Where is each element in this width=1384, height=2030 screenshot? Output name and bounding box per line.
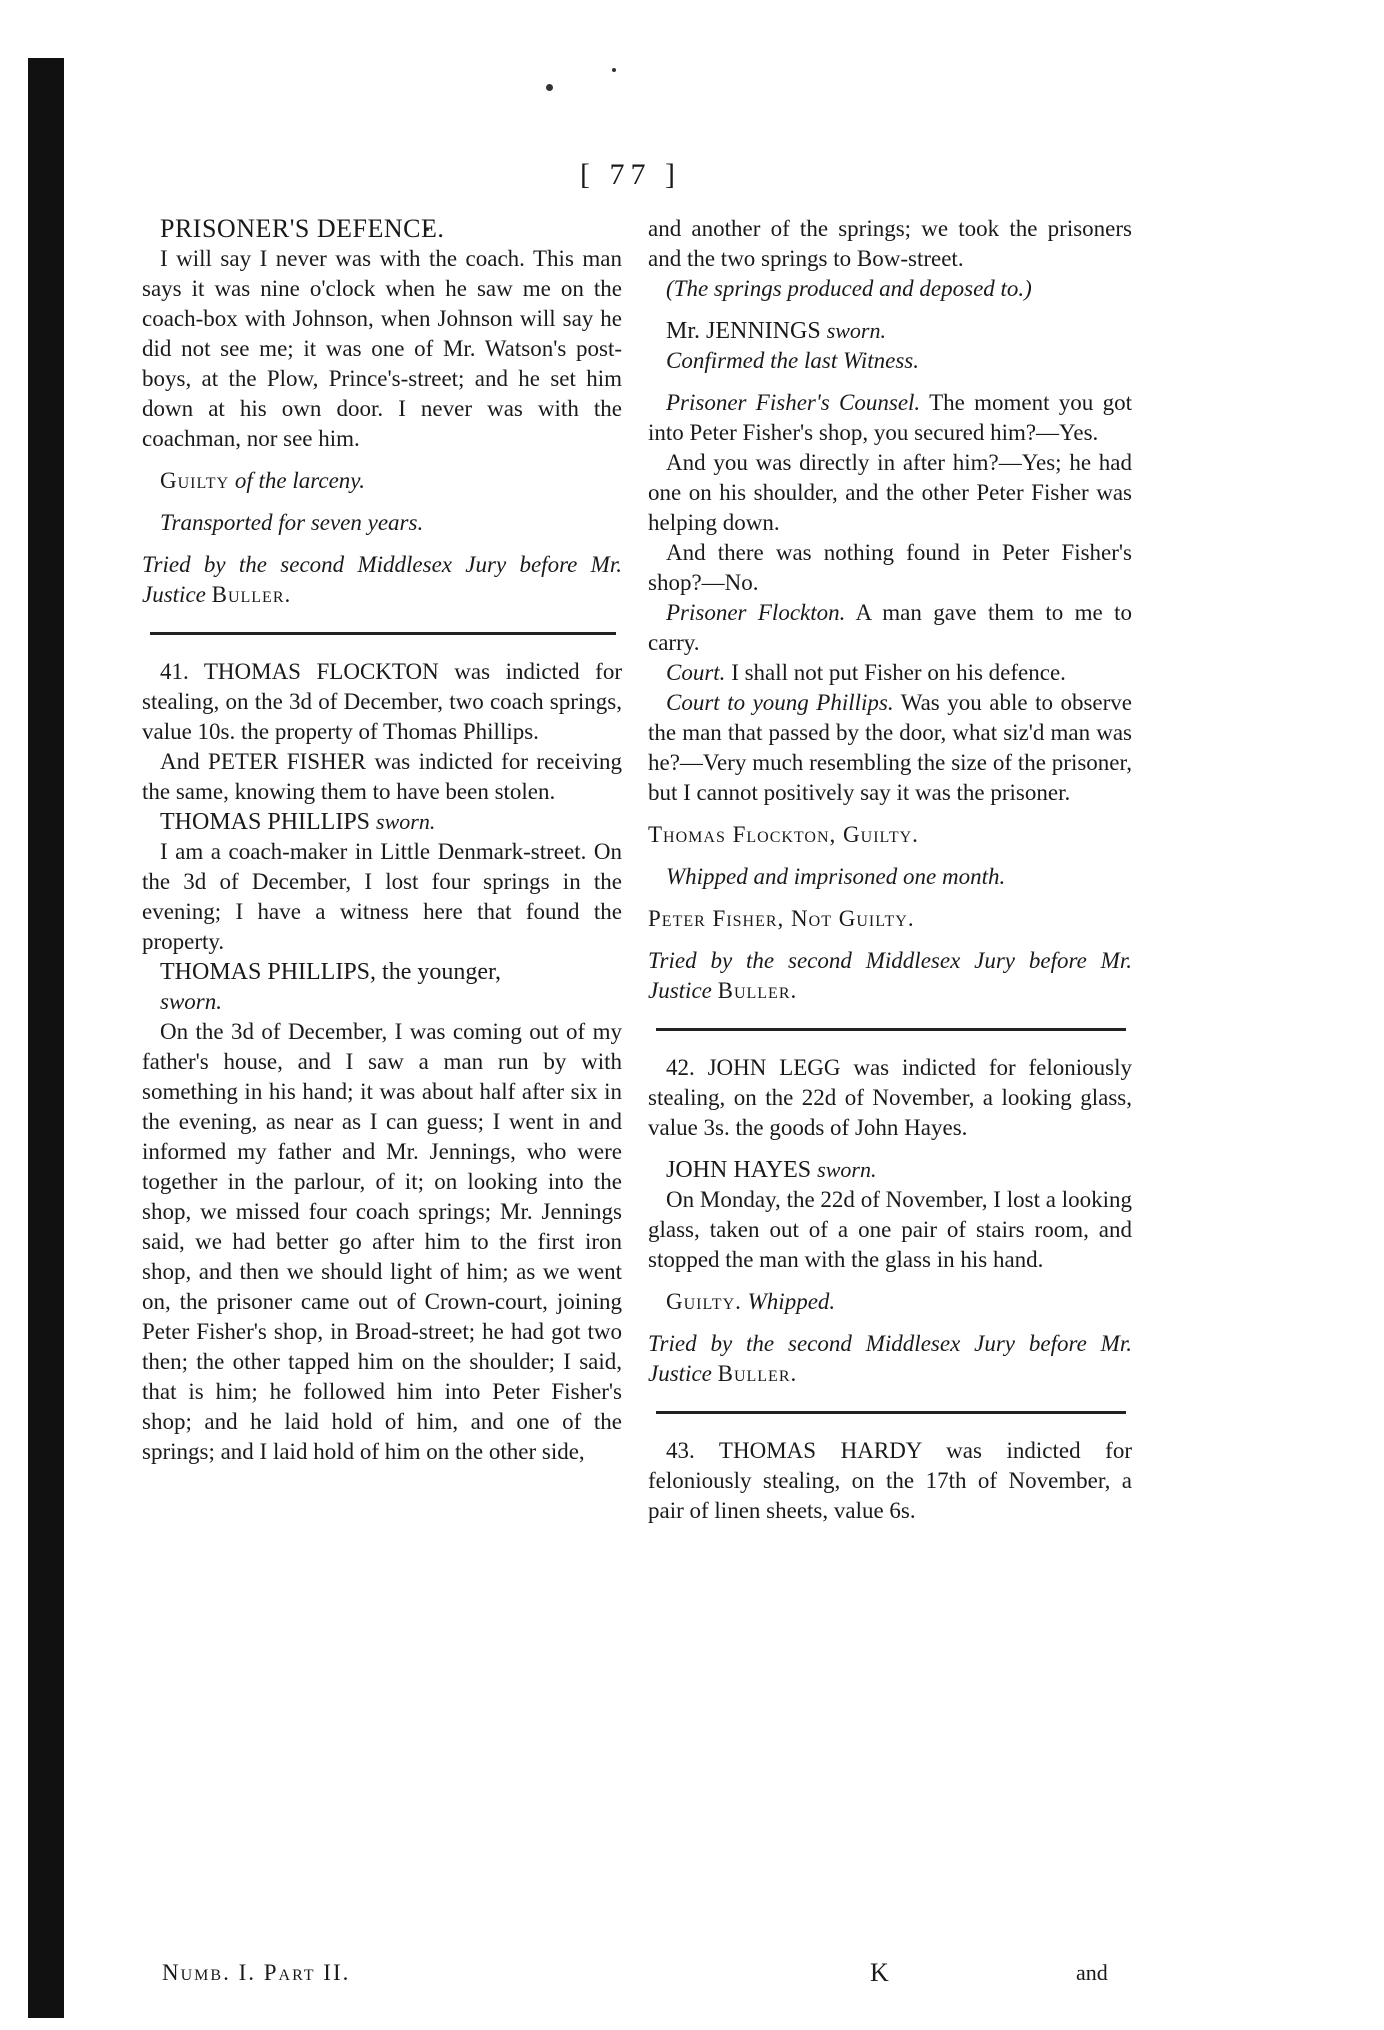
speaker-label: Prisoner Flockton. bbox=[666, 600, 846, 625]
tried-before-text: Tried by the second Middlesex Jury before Mr. Justice bbox=[648, 1331, 1132, 1386]
springs-note: (The springs produced and deposed to.) bbox=[666, 276, 1032, 301]
section-divider bbox=[656, 1028, 1126, 1031]
witness-name: THOMAS PHILLIPS bbox=[160, 809, 371, 835]
court-young-question bbox=[648, 688, 1132, 808]
sworn-label: sworn. bbox=[826, 318, 886, 343]
footer-number-part: Numb. I. Part II. bbox=[162, 1960, 351, 1985]
left-column bbox=[142, 214, 622, 1467]
section-divider bbox=[656, 1411, 1126, 1414]
tried-before-line bbox=[648, 1329, 1132, 1389]
tried-before-text: Tried by the second Middlesex Jury before Mr. Justice bbox=[648, 948, 1132, 1003]
verdict-guilty: Guilty bbox=[160, 468, 230, 493]
ink-speck bbox=[546, 84, 553, 91]
phillips-testimony: I am a coach-maker in Little Denmark-street. On the 3d of December, I lost four springs in the evening; I have a witness here that found the property. bbox=[142, 839, 622, 954]
question-text: Was you able to observe the man that passed by the door, what siz'd man was he?—Very much resembling the size of the prisoner, but I cannot positively say it was the prisoner. bbox=[648, 690, 1132, 805]
speaker-label: Prisoner Fisher's Counsel. bbox=[666, 390, 921, 415]
verdict-line bbox=[142, 466, 622, 496]
younger-testimony: On the 3d of December, I was coming out of my father's house, and I saw a man run by with something in his hand; it was about half after six in the evening, as near as I can guess; I went in and informed my father and Mr. Jennings, who were together in the parlour, of it; on looking into the shop, we missed four coach springs; Mr. Jennings said, we had better go after him to the first iron shop, and then we should light of him; as we went on, the prisoner came out of Crown-court, joining Peter Fisher's shop, in Broad-street; he had got two then; the other tapped him on the shoulder; I said, that is him; he followed him into Peter Fisher's shop; and he laid hold of him, and one of the springs; and I laid hold of him on the other side, bbox=[142, 1019, 622, 1464]
judge-name: Buller. bbox=[717, 978, 798, 1003]
section-divider bbox=[150, 632, 616, 635]
speaker-label: Court. bbox=[666, 660, 726, 685]
binding-edge bbox=[28, 58, 64, 2018]
statement-text: I shall not put Fisher on his defence. bbox=[731, 660, 1066, 685]
tried-before-line bbox=[142, 550, 622, 610]
ink-speck bbox=[612, 68, 616, 72]
witness-jennings-heading bbox=[648, 316, 1132, 346]
witness-hayes-heading bbox=[648, 1155, 1132, 1185]
statement-text: A man gave them to me to carry. bbox=[648, 600, 1133, 655]
counsel-question-1 bbox=[648, 388, 1132, 448]
witness-name: Mr. JENNINGS bbox=[666, 318, 821, 344]
verdict-rest: of the larceny. bbox=[234, 468, 365, 493]
question-text: The moment you got into Peter Fisher's shop, you secured him?—Yes. bbox=[648, 390, 1132, 445]
case-41-fisher: And PETER FISHER was indicted for receiving the same, knowing them to have been stolen. bbox=[142, 749, 622, 804]
case-41-intro: 41. THOMAS FLOCKTON was indicted for stealing, on the 3d of December, two coach springs, value 10s. the property of Thomas Phillips. bbox=[142, 659, 622, 744]
sworn-label: sworn. bbox=[376, 809, 436, 834]
counsel-question-2: And you was directly in after him?—Yes; he had one on his shoulder, and the other Peter Fisher was helping down. bbox=[648, 450, 1132, 535]
sworn-label: sworn. bbox=[160, 989, 222, 1014]
flockton-sentence: Whipped and imprisoned one month. bbox=[666, 864, 1006, 889]
sentence-line: Transported for seven years. bbox=[160, 510, 424, 535]
testimony-continuation: and another of the springs; we took the prisoners and the two springs to Bow-street. bbox=[648, 216, 1132, 271]
hayes-testimony: On Monday, the 22d of November, I lost a looking glass, taken out of a one pair of stairs room, and stopped the man with the glass in his hand. bbox=[648, 1187, 1132, 1272]
fisher-verdict: Peter Fisher, Not Guilty. bbox=[648, 906, 915, 931]
catchword: and bbox=[1076, 1960, 1108, 1985]
sworn-label: sworn. bbox=[817, 1157, 877, 1182]
flockton-statement bbox=[648, 598, 1132, 658]
judge-name: Buller. bbox=[211, 582, 292, 607]
defence-heading: PRISONER'S DEFENCE. bbox=[160, 214, 445, 243]
counsel-question-3: And there was nothing found in Peter Fisher's shop?—No. bbox=[648, 540, 1132, 595]
witness-phillips-younger-heading bbox=[142, 957, 622, 987]
judge-name: Buller. bbox=[717, 1361, 798, 1386]
verdict-sentence: Whipped. bbox=[747, 1289, 836, 1314]
witness-phillips-heading bbox=[142, 807, 622, 837]
tried-before-line bbox=[648, 946, 1132, 1006]
witness-name: JOHN HAYES bbox=[666, 1157, 812, 1183]
witness-name: THOMAS PHILLIPS, the younger, bbox=[160, 959, 502, 985]
court-statement bbox=[648, 658, 1132, 688]
case-42-intro: 42. JOHN LEGG was indicted for feloniously stealing, on the 22d of November, a looking glass, value 3s. the goods of John Hayes. bbox=[648, 1055, 1132, 1140]
page-number: [ 77 ] bbox=[580, 158, 681, 191]
right-column bbox=[648, 214, 1132, 1526]
case-43-intro: 43. THOMAS HARDY was indicted for feloniously stealing, on the 17th of November, a pair of linen sheets, value 6s. bbox=[648, 1438, 1132, 1523]
legg-verdict-line bbox=[648, 1287, 1132, 1317]
flockton-verdict: Thomas Flockton, Guilty. bbox=[648, 822, 919, 847]
signature-mark: K bbox=[870, 1958, 889, 1987]
jennings-confirmed: Confirmed the last Witness. bbox=[666, 348, 919, 373]
tried-before-text: Tried by the second Middlesex Jury before Mr. Justice bbox=[142, 552, 622, 607]
verdict-guilty: Guilty. bbox=[666, 1289, 742, 1314]
speaker-label: Court to young Phillips. bbox=[666, 690, 894, 715]
defence-text: I will say I never was with the coach. This man says it was nine o'clock when he saw me on the coach-box with Johnson, when Johnson will say he did not see me; it was one of Mr. Watson's post-boys, at the Plow, Prince's-street; and he set him down at his own door. I never was with the coachman, nor see him. bbox=[142, 246, 622, 451]
